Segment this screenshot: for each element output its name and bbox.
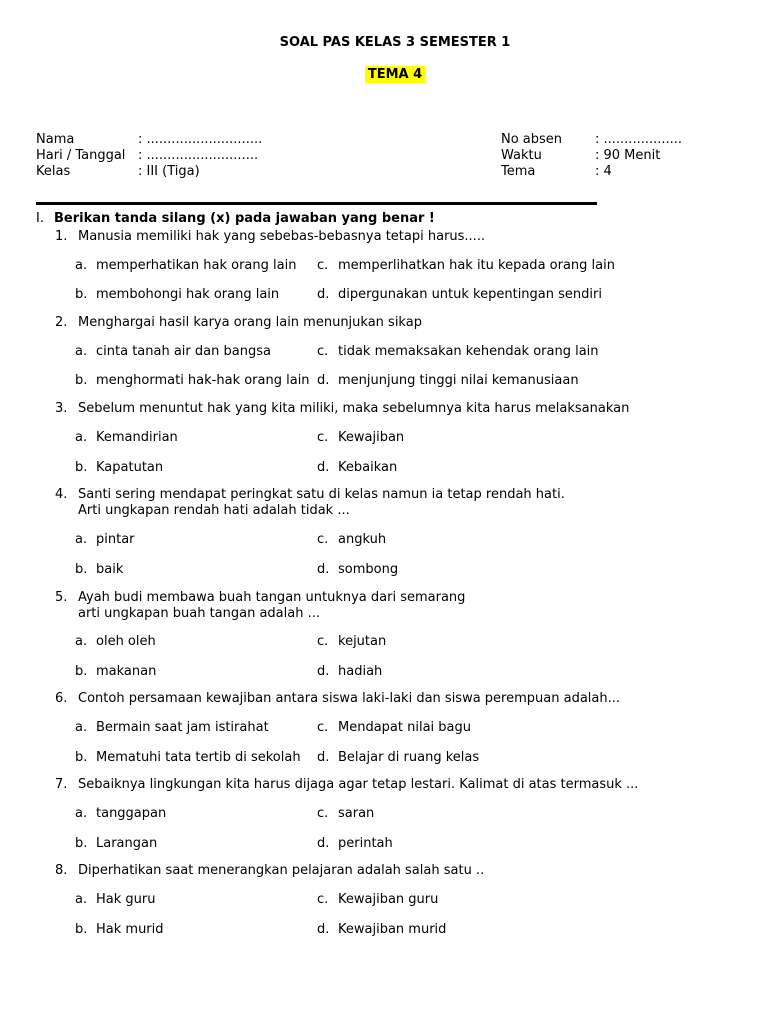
option-b — [75, 460, 163, 475]
option-letter: c. — [317, 634, 329, 649]
option-text: cinta tanah air dan bangsa — [96, 344, 271, 359]
option-text: makanan — [96, 664, 157, 679]
option-text: Kapatutan — [96, 460, 164, 475]
option-letter: c. — [317, 720, 329, 735]
option-letter: b. — [75, 750, 88, 765]
student-info-left — [36, 132, 262, 180]
info-label: Tema — [501, 164, 536, 179]
option-text: Bermain saat jam istirahat — [96, 720, 269, 735]
info-label: Hari / Tanggal — [36, 148, 126, 163]
option-b — [75, 287, 279, 302]
question-text: arti ungkapan buah tangan adalah ... — [78, 606, 320, 621]
section-instruction: Berikan tanda silang (x) pada jawaban yang benar ! — [54, 211, 435, 226]
option-d — [317, 750, 479, 765]
option-text: Kewajiban — [338, 430, 405, 445]
option-text: pintar — [96, 532, 135, 547]
info-row-nama — [36, 132, 262, 148]
option-letter: c. — [317, 532, 329, 547]
option-c — [317, 258, 615, 273]
option-letter: b. — [75, 562, 88, 577]
option-text: tanggapan — [96, 806, 167, 821]
option-text: oleh oleh — [96, 634, 156, 649]
question-text: Arti ungkapan rendah hati adalah tidak ... — [78, 503, 350, 518]
question-text: Menghargai hasil karya orang lain menunjukan sikap — [78, 315, 422, 330]
page-title: SOAL PAS KELAS 3 SEMESTER 1 — [279, 35, 511, 50]
option-a — [75, 892, 155, 907]
question-text: Contoh persamaan kewajiban antara siswa laki-laki dan siswa perempuan adalah... — [78, 691, 621, 706]
option-letter: d. — [317, 836, 330, 851]
option-c — [317, 806, 374, 821]
question-text: Sebaiknya lingkungan kita harus dijaga agar tetap lestari. Kalimat di atas termasuk ... — [78, 777, 639, 792]
option-letter: c. — [317, 430, 329, 445]
info-value: : 4 — [595, 164, 612, 179]
option-text: menjunjung tinggi nilai kemanusiaan — [338, 373, 579, 388]
option-letter: b. — [75, 836, 88, 851]
question-number: 2. — [55, 315, 68, 330]
question-text: Diperhatikan saat menerangkan pelajaran adalah salah satu .. — [78, 863, 485, 878]
option-text: hadiah — [338, 664, 383, 679]
option-a — [75, 344, 271, 359]
option-text: perintah — [338, 836, 393, 851]
option-letter: a. — [75, 634, 88, 649]
info-label: Nama — [36, 132, 75, 147]
option-a — [75, 430, 178, 445]
option-text: menghormati hak-hak orang lain — [96, 373, 310, 388]
option-text: baik — [96, 562, 124, 577]
option-text: Kewajiban guru — [338, 892, 439, 907]
question-text: Sebelum menuntut hak yang kita miliki, maka sebelumnya kita harus melaksanakan — [78, 401, 630, 416]
student-info-right — [501, 132, 682, 180]
option-text: kejutan — [338, 634, 387, 649]
tema-heading: TEMA 4 — [365, 66, 425, 83]
question-number: 4. — [55, 487, 68, 502]
info-value: : ................... — [595, 132, 683, 147]
option-text: Belajar di ruang kelas — [338, 750, 480, 765]
option-a — [75, 532, 135, 547]
info-row-waktu — [501, 148, 682, 164]
option-d — [317, 922, 446, 937]
option-letter: a. — [75, 806, 88, 821]
question-number: 8. — [55, 863, 68, 878]
option-letter: b. — [75, 664, 88, 679]
option-c — [317, 720, 471, 735]
tema-heading-wrap — [0, 67, 768, 82]
option-text: memperhatikan hak orang lain — [96, 258, 297, 273]
option-c — [317, 430, 404, 445]
option-letter: a. — [75, 532, 88, 547]
option-d — [317, 373, 579, 388]
option-letter: b. — [75, 922, 88, 937]
section-number: I. — [36, 211, 44, 226]
option-text: Larangan — [96, 836, 158, 851]
option-a — [75, 806, 166, 821]
option-b — [75, 836, 157, 851]
question-number: 3. — [55, 401, 68, 416]
option-a — [75, 634, 156, 649]
option-text: Hak murid — [96, 922, 164, 937]
option-b — [75, 750, 301, 765]
option-letter: d. — [317, 460, 330, 475]
option-b — [75, 922, 164, 937]
question-text: Santi sering mendapat peringkat satu di kelas namun ia tetap rendah hati. — [78, 487, 565, 502]
option-text: membohongi hak orang lain — [96, 287, 280, 302]
info-row-no-absen — [501, 132, 682, 148]
option-a — [75, 258, 296, 273]
option-text: Kebaikan — [338, 460, 398, 475]
option-letter: c. — [317, 258, 329, 273]
option-text: tidak memaksakan kehendak orang lain — [338, 344, 599, 359]
option-letter: d. — [317, 750, 330, 765]
option-letter: c. — [317, 344, 329, 359]
option-d — [317, 664, 382, 679]
option-letter: d. — [317, 373, 330, 388]
option-b — [75, 664, 156, 679]
option-b — [75, 373, 310, 388]
info-label: Waktu — [501, 148, 542, 163]
option-letter: a. — [75, 344, 88, 359]
question-number: 6. — [55, 691, 68, 706]
info-value: : ............................ — [138, 132, 263, 147]
info-label: Kelas — [36, 164, 71, 179]
info-value: : III (Tiga) — [138, 164, 200, 179]
info-value: : ........................... — [138, 148, 259, 163]
option-d — [317, 562, 398, 577]
question-number: 5. — [55, 590, 68, 605]
divider-rule — [36, 202, 597, 205]
option-text: Mematuhi tata tertib di sekolah — [96, 750, 301, 765]
option-d — [317, 287, 602, 302]
option-text: Hak guru — [96, 892, 156, 907]
option-letter: d. — [317, 922, 330, 937]
option-text: memperlihatkan hak itu kepada orang lain — [338, 258, 615, 273]
option-letter: a. — [75, 892, 88, 907]
info-row-kelas — [36, 164, 262, 180]
question-text: Ayah budi membawa buah tangan untuknya dari semarang — [78, 590, 466, 605]
question-number: 7. — [55, 777, 68, 792]
option-c — [317, 892, 438, 907]
option-letter: a. — [75, 430, 88, 445]
option-letter: a. — [75, 258, 88, 273]
option-letter: a. — [75, 720, 88, 735]
option-a — [75, 720, 269, 735]
option-letter: c. — [317, 806, 329, 821]
info-value: : 90 Menit — [595, 148, 661, 163]
option-letter: c. — [317, 892, 329, 907]
option-letter: d. — [317, 562, 330, 577]
option-text: dipergunakan untuk kepentingan sendiri — [338, 287, 602, 302]
info-label: No absen — [501, 132, 563, 147]
option-b — [75, 562, 123, 577]
option-c — [317, 344, 599, 359]
option-letter: b. — [75, 373, 88, 388]
info-row-tema — [501, 164, 682, 180]
option-d — [317, 836, 393, 851]
option-letter: d. — [317, 287, 330, 302]
option-c — [317, 634, 386, 649]
info-row-hari-tanggal — [36, 148, 262, 164]
section-heading — [36, 211, 435, 226]
option-text: sombong — [338, 562, 399, 577]
option-letter: d. — [317, 664, 330, 679]
option-text: saran — [338, 806, 375, 821]
option-text: Kemandirian — [96, 430, 178, 445]
option-letter: b. — [75, 460, 88, 475]
question-text: Manusia memiliki hak yang sebebas-bebasnya tetapi harus..... — [78, 229, 486, 244]
option-text: Mendapat nilai bagu — [338, 720, 472, 735]
option-c — [317, 532, 386, 547]
option-text: Kewajiban murid — [338, 922, 447, 937]
option-d — [317, 460, 397, 475]
option-letter: b. — [75, 287, 88, 302]
question-number: 1. — [55, 229, 68, 244]
option-text: angkuh — [338, 532, 387, 547]
